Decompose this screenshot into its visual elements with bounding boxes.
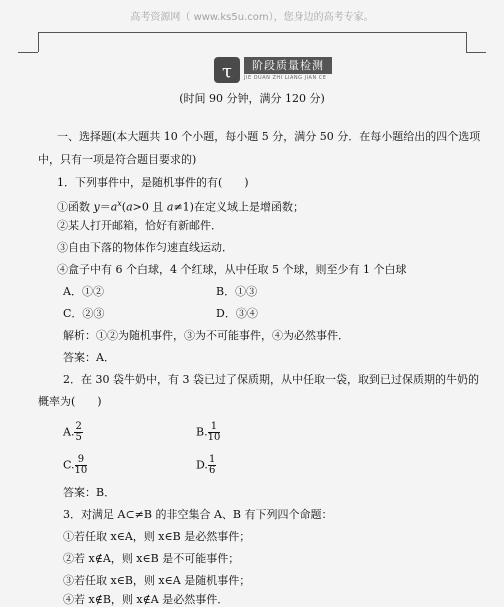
q2-option-c: C. $\frac{9}{10}$	[63, 454, 88, 476]
q1-item1: ①函数 $y=a^x(a>0$ 且 a≠1)在定义域上是增函数；	[57, 199, 304, 214]
q2-option-b: B. $\frac{1}{10}$	[196, 421, 221, 443]
fraction: $\frac{1}{10}$	[207, 421, 221, 443]
q3-item4: ④若 x∉B，则 x∉A 是必然事件．	[63, 593, 229, 606]
q1-item2: ②某人打开邮箱，恰好有新邮件．	[57, 219, 222, 232]
tau-logo-icon	[214, 57, 240, 83]
svg-text:τ: τ	[222, 61, 232, 82]
q3-item3: ③若任取 x∈B，则 x∈A 是随机事件；	[63, 574, 251, 587]
section-banner	[214, 57, 334, 85]
corner-mark-right	[466, 32, 467, 52]
q1-answer: 答案：A．	[63, 351, 115, 364]
q1-option-b: B．①③	[216, 285, 258, 298]
exam-subtitle: (时间 90 分钟，满分 120 分)	[179, 92, 325, 105]
q2-answer: 答案：B．	[63, 486, 116, 499]
q3-item2: ②若 x∉A，则 x∈B 是不可能事件；	[63, 552, 240, 565]
q1-option-d: D．③④	[216, 307, 258, 320]
q1-stem: 1．下列事件中，是随机事件的有( )	[57, 176, 249, 189]
q1-item3: ③自由下落的物体作匀速直线运动．	[57, 241, 233, 254]
fraction: $\frac{9}{10}$	[74, 454, 88, 476]
q3-item1: ①若任取 x∈A，则 x∈B 是必然事件；	[63, 530, 251, 543]
q2-stem2: 概率为( )	[38, 395, 102, 408]
header-rule	[38, 32, 466, 33]
q1-item4: ④盒子中有 6 个白球，4 个红球，从中任取 5 个球，则至少有 1 个白球	[57, 263, 407, 276]
corner-mark-right-h	[466, 52, 486, 53]
q1-option-c: C．②③	[63, 307, 105, 320]
fraction: $\frac{2}{5}$	[75, 421, 82, 443]
section-heading-line1: 一、选择题(本大题共 10 个小题，每小题 5 分，满分 50 分．在每小题给出的四个选项	[57, 130, 481, 143]
banner-pinyin: JIE DUAN ZHI LIANG JIAN CE	[244, 75, 327, 81]
q3-stem: 3．对满足 A⊂≠B 的非空集合 A、B 有下列四个命题：	[63, 508, 333, 521]
page-header: 高考资源网（ www.ks5u.com），您身边的高考专家。	[130, 12, 374, 23]
q2-stem: 2．在 30 袋牛奶中，有 3 袋已过了保质期，从中任取一袋，取到已过保质期的牛奶的	[63, 373, 479, 386]
corner-mark-left	[18, 32, 39, 52]
q1-option-a: A．①②	[63, 285, 104, 298]
fraction: $\frac{1}{6}$	[208, 454, 216, 476]
corner-mark-left-h	[18, 52, 38, 53]
q2-option-d: D. $\frac{1}{6}$	[196, 454, 216, 476]
q2-option-a: A. $\frac{2}{5}$	[63, 421, 82, 443]
section-heading-line2: 中，只有一项是符合题目要求的)	[38, 153, 197, 166]
banner-title: 阶段质量检测	[244, 57, 332, 74]
q1-analysis: 解析：①②为随机事件，③为不可能事件，④为必然事件．	[63, 329, 349, 342]
